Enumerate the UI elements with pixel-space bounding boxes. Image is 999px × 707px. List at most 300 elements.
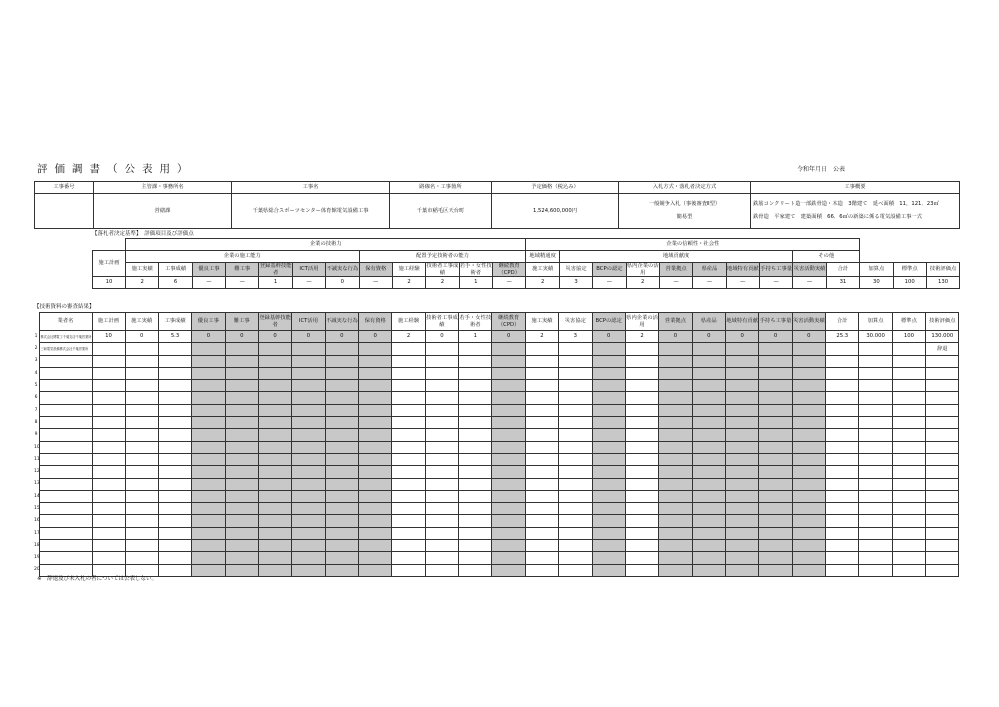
score-cell [625, 515, 658, 527]
table-row [34, 564, 959, 576]
results-col-header: 加算点 [859, 313, 892, 331]
score-cell [625, 343, 658, 355]
score-cell [759, 343, 792, 355]
eval-col-header: 災害協定 [559, 263, 592, 277]
score-cell [258, 478, 291, 490]
score-cell [125, 343, 158, 355]
header-location: 路線名・工事箇所 [390, 182, 492, 194]
eval-points-cell: — [226, 277, 259, 289]
score-cell [559, 355, 592, 367]
score-cell [892, 515, 925, 527]
subgroup-regional-contribution: 地域貢献度 [559, 251, 793, 263]
score-cell [892, 552, 925, 564]
score-cell: 130.000 [926, 331, 959, 343]
score-cell [292, 355, 325, 367]
score-cell [292, 392, 325, 404]
score-cell [492, 392, 525, 404]
score-cell [559, 466, 592, 478]
score-cell [792, 453, 825, 465]
score-cell [826, 453, 859, 465]
score-cell [225, 527, 258, 539]
score-cell [926, 441, 959, 453]
score-cell [926, 380, 959, 392]
score-cell [792, 404, 825, 416]
score-cell: 0 [425, 331, 458, 343]
contractor-name [39, 392, 92, 404]
score-cell [926, 453, 959, 465]
score-cell [826, 564, 859, 576]
score-cell [292, 527, 325, 539]
score-cell [559, 503, 592, 515]
score-cell [325, 441, 358, 453]
row-number: 19 [34, 555, 40, 561]
construction-plan-score [92, 515, 125, 527]
score-cell [559, 367, 592, 379]
score-cell [659, 564, 692, 576]
eval-col-header: 施工実績 [526, 263, 559, 277]
contractor-name [39, 515, 92, 527]
score-cell [192, 429, 225, 441]
score-cell [292, 564, 325, 576]
score-cell [125, 367, 158, 379]
score-cell [225, 552, 258, 564]
table-row [34, 355, 959, 367]
score-cell [792, 355, 825, 367]
score-cell [359, 417, 392, 429]
score-cell [292, 453, 325, 465]
score-cell [859, 441, 892, 453]
project-name-value: 千葉県総合スポーツセンター体育館電気設備工事 [232, 194, 390, 229]
score-cell [559, 429, 592, 441]
score-cell [859, 515, 892, 527]
score-cell [325, 503, 358, 515]
score-cell [625, 417, 658, 429]
score-cell [459, 503, 492, 515]
contractor-name [39, 466, 92, 478]
score-cell [225, 429, 258, 441]
eval-col-header: BCPの認定 [593, 263, 626, 277]
score-cell [625, 552, 658, 564]
score-cell [359, 466, 392, 478]
score-cell [292, 552, 325, 564]
score-cell [759, 380, 792, 392]
score-cell [792, 466, 825, 478]
eval-col-header: ICT活用 [292, 263, 325, 277]
score-cell [792, 441, 825, 453]
contractor-name [39, 453, 92, 465]
eval-points-cell: 2 [392, 277, 425, 289]
contractor-name [39, 552, 92, 564]
results-col-header: 施工経験 [392, 313, 425, 331]
score-cell [692, 392, 725, 404]
score-cell [492, 380, 525, 392]
score-cell [892, 429, 925, 441]
score-cell [725, 527, 758, 539]
score-cell [926, 429, 959, 441]
score-cell [525, 552, 558, 564]
score-cell [559, 478, 592, 490]
score-cell [125, 478, 158, 490]
eval-points-cell: 6 [159, 277, 192, 289]
score-cell [559, 380, 592, 392]
score-cell [859, 540, 892, 552]
results-col-header: 技術者工事成績 [425, 313, 458, 331]
score-cell [725, 564, 758, 576]
score-cell [625, 367, 658, 379]
eval-points-cell: — [760, 277, 793, 289]
score-cell [559, 441, 592, 453]
row-number: 17 [34, 530, 40, 536]
score-cell [659, 367, 692, 379]
eval-col-header: 手持ち工事量 [760, 263, 793, 277]
score-cell: 100 [892, 331, 925, 343]
results-col-header: 優良工事 [192, 313, 225, 331]
score-cell [692, 441, 725, 453]
eval-points-cell: — [192, 277, 225, 289]
score-cell [392, 343, 425, 355]
score-cell [859, 367, 892, 379]
score-cell [592, 392, 625, 404]
score-cell [592, 343, 625, 355]
table-row [34, 380, 959, 392]
score-cell [725, 380, 758, 392]
construction-plan-score [92, 540, 125, 552]
score-cell [425, 564, 458, 576]
score-cell [592, 552, 625, 564]
score-cell [525, 478, 558, 490]
score-cell [892, 417, 925, 429]
score-cell [792, 429, 825, 441]
subgroup-construction-capability: 企業の施工能力 [126, 251, 360, 263]
results-col-header: 技術評価点 [926, 313, 959, 331]
score-cell [392, 490, 425, 502]
score-cell [425, 540, 458, 552]
score-cell [359, 527, 392, 539]
overview-line-2: 鉄骨造 平家建て 建築面積 66．6㎡の新築に係る電気設備工事一式 [753, 214, 923, 220]
score-cell [459, 540, 492, 552]
score-cell [392, 441, 425, 453]
score-cell [192, 380, 225, 392]
overview-value [751, 194, 960, 229]
score-cell [659, 380, 692, 392]
score-cell [559, 392, 592, 404]
footnote: ※ 辞退及び未入札の者については公表しない。 [37, 576, 157, 582]
score-cell [125, 355, 158, 367]
score-cell [525, 343, 558, 355]
score-cell [459, 367, 492, 379]
eval-points-cell: 2 [626, 277, 659, 289]
results-col-header: 地域特有貢献 [725, 313, 758, 331]
score-cell [759, 441, 792, 453]
score-cell [192, 478, 225, 490]
row-number: 18 [34, 542, 40, 548]
score-cell: 0 [592, 331, 625, 343]
score-cell [659, 453, 692, 465]
score-cell [826, 527, 859, 539]
score-cell [392, 392, 425, 404]
score-cell [692, 503, 725, 515]
contractor-name [39, 404, 92, 416]
eval-col-header: 不誠実な行為 [326, 263, 359, 277]
score-cell [525, 503, 558, 515]
score-cell [659, 478, 692, 490]
table-row [34, 417, 959, 429]
score-cell: 0 [325, 331, 358, 343]
score-cell [392, 478, 425, 490]
score-cell [826, 343, 859, 355]
score-cell [125, 515, 158, 527]
score-cell [826, 392, 859, 404]
score-cell [359, 404, 392, 416]
score-cell [359, 429, 392, 441]
score-cell [625, 564, 658, 576]
score-cell [559, 564, 592, 576]
score-cell [826, 503, 859, 515]
score-cell [525, 515, 558, 527]
score-cell [292, 478, 325, 490]
score-cell [525, 392, 558, 404]
row-number: 7 [34, 407, 38, 413]
score-cell [459, 441, 492, 453]
score-cell [492, 540, 525, 552]
score-cell [759, 392, 792, 404]
score-cell [325, 515, 358, 527]
score-cell: 25.3 [826, 331, 859, 343]
eval-blank-summary [860, 239, 960, 263]
score-cell [859, 478, 892, 490]
eval-col-header: 施工経験 [392, 263, 425, 277]
score-cell [459, 490, 492, 502]
subgroup-other: その他 [793, 251, 860, 263]
score-cell [759, 564, 792, 576]
score-cell [292, 380, 325, 392]
score-cell [225, 490, 258, 502]
score-cell [225, 453, 258, 465]
score-cell [392, 404, 425, 416]
score-cell [659, 540, 692, 552]
score-cell [425, 466, 458, 478]
score-cell [225, 478, 258, 490]
score-cell [725, 503, 758, 515]
score-cell [325, 355, 358, 367]
score-cell [425, 552, 458, 564]
score-cell [425, 392, 458, 404]
score-cell [292, 490, 325, 502]
results-col-header: ICT活用 [292, 313, 325, 331]
score-cell [859, 466, 892, 478]
score-cell [725, 367, 758, 379]
header-estimated-price: 予定価格（税込み） [492, 182, 619, 194]
score-cell [258, 490, 291, 502]
bid-method-line-2: 簡易型 [676, 214, 693, 220]
score-cell [325, 417, 358, 429]
score-cell [659, 355, 692, 367]
score-cell [725, 540, 758, 552]
score-cell [692, 478, 725, 490]
score-cell [625, 453, 658, 465]
score-cell [625, 404, 658, 416]
score-cell [692, 380, 725, 392]
score-cell [292, 515, 325, 527]
construction-plan-score [92, 404, 125, 416]
score-cell [225, 417, 258, 429]
score-cell [692, 490, 725, 502]
score-cell [258, 527, 291, 539]
score-cell [859, 417, 892, 429]
score-cell [359, 564, 392, 576]
score-cell [258, 564, 291, 576]
eval-col-header: 地域特有貢献 [726, 263, 759, 277]
construction-plan-score [92, 503, 125, 515]
score-cell [158, 540, 191, 552]
score-cell [826, 490, 859, 502]
score-cell [158, 527, 191, 539]
score-cell [859, 392, 892, 404]
construction-plan-score: 10 [92, 331, 125, 343]
score-cell [459, 515, 492, 527]
contractor-name [39, 540, 92, 552]
score-cell [292, 404, 325, 416]
score-cell [225, 503, 258, 515]
eval-points-cell: — [726, 277, 759, 289]
score-cell [559, 453, 592, 465]
score-cell [592, 527, 625, 539]
score-cell [592, 429, 625, 441]
score-cell [659, 466, 692, 478]
score-cell [359, 392, 392, 404]
contractor-name [39, 478, 92, 490]
row-number: 20 [34, 567, 40, 573]
score-cell [359, 490, 392, 502]
construction-plan-score [92, 478, 125, 490]
results-col-header: 県産品 [692, 313, 725, 331]
score-cell [392, 527, 425, 539]
score-cell [525, 453, 558, 465]
score-cell [125, 441, 158, 453]
score-cell [225, 343, 258, 355]
score-cell [258, 392, 291, 404]
score-cell [692, 540, 725, 552]
score-cell [625, 355, 658, 367]
table-row [34, 466, 959, 478]
score-cell [192, 453, 225, 465]
score-cell [225, 355, 258, 367]
score-cell [625, 527, 658, 539]
score-cell [158, 490, 191, 502]
score-cell [425, 490, 458, 502]
score-cell [659, 515, 692, 527]
score-cell [792, 392, 825, 404]
score-cell [926, 564, 959, 576]
score-cell [792, 515, 825, 527]
row-number: 6 [34, 395, 38, 401]
score-cell [592, 490, 625, 502]
score-cell [892, 466, 925, 478]
score-cell [826, 441, 859, 453]
eval-col-header: 優良工事 [192, 263, 225, 277]
score-cell [625, 392, 658, 404]
score-cell [926, 367, 959, 379]
score-cell [325, 564, 358, 576]
score-cell [525, 564, 558, 576]
score-cell: 0 [359, 331, 392, 343]
score-cell [525, 367, 558, 379]
score-cell [592, 515, 625, 527]
eval-group-row [93, 239, 960, 251]
score-cell: 0 [659, 331, 692, 343]
table-row [34, 331, 959, 343]
score-cell [325, 429, 358, 441]
score-cell [892, 564, 925, 576]
eval-col-header: 県内企業の活用 [626, 263, 659, 276]
score-cell [158, 429, 191, 441]
score-cell [759, 552, 792, 564]
score-cell [592, 453, 625, 465]
table-row [34, 540, 959, 552]
score-cell [725, 515, 758, 527]
score-cell [192, 404, 225, 416]
eval-points-cell: — [659, 277, 692, 289]
score-cell [425, 503, 458, 515]
score-cell [258, 404, 291, 416]
score-cell [525, 404, 558, 416]
score-cell [525, 527, 558, 539]
score-cell [325, 380, 358, 392]
score-cell [659, 503, 692, 515]
score-cell [792, 417, 825, 429]
score-cell [492, 355, 525, 367]
header-overview: 工事概要 [751, 182, 960, 194]
score-cell [759, 429, 792, 441]
construction-plan-score [92, 527, 125, 539]
score-cell [592, 564, 625, 576]
score-cell: 0 [792, 331, 825, 343]
contractor-name-header: 業者名 [39, 313, 92, 331]
header-project-number: 工事番号 [35, 182, 94, 194]
score-cell [826, 404, 859, 416]
score-cell [592, 478, 625, 490]
score-cell [459, 564, 492, 576]
score-cell [325, 552, 358, 564]
score-cell [125, 453, 158, 465]
table-row [34, 503, 959, 515]
score-cell [392, 380, 425, 392]
score-cell [492, 441, 525, 453]
score-cell [759, 503, 792, 515]
score-cell [625, 490, 658, 502]
table-row [34, 453, 959, 465]
score-cell [258, 503, 291, 515]
score-cell [192, 355, 225, 367]
construction-plan-score [92, 355, 125, 367]
construction-plan-score [92, 380, 125, 392]
table-row [34, 343, 959, 355]
score-cell [926, 355, 959, 367]
score-cell [725, 417, 758, 429]
score-cell [325, 343, 358, 355]
score-cell [859, 380, 892, 392]
score-cell [425, 343, 458, 355]
score-cell [859, 490, 892, 502]
score-cell [425, 527, 458, 539]
score-cell [659, 392, 692, 404]
score-cell [826, 429, 859, 441]
construction-plan-score [92, 429, 125, 441]
score-cell [826, 478, 859, 490]
score-cell [192, 417, 225, 429]
score-cell [359, 343, 392, 355]
score-cell [859, 527, 892, 539]
